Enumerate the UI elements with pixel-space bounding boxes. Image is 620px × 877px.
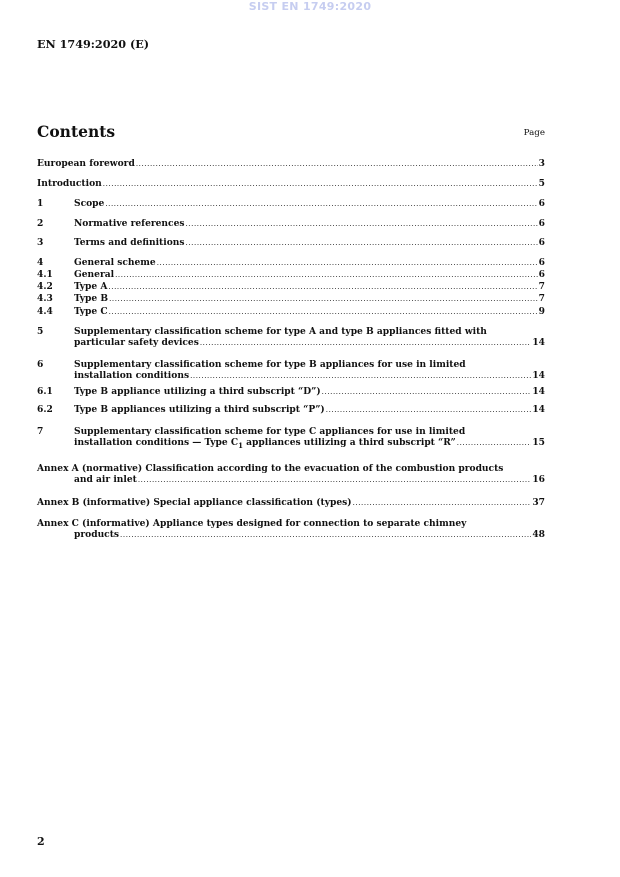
toc-entry-normative-references[interactable] — [37, 218, 545, 230]
toc-entry-section-6[interactable] — [37, 359, 545, 382]
toc-entry-title: Normative references — [74, 218, 185, 229]
toc-entry-type-b[interactable] — [37, 293, 545, 305]
toc-entry-annex-c[interactable] — [37, 518, 545, 541]
toc-entry-section-6-1[interactable] — [37, 386, 545, 398]
toc-entry-title-line2 — [74, 437, 456, 451]
document-id: EN 1749:2020 (E) — [37, 37, 150, 51]
toc-entry-page: 37 — [532, 497, 545, 508]
toc-entry-number: 5 — [37, 326, 44, 337]
toc-entry-section-7[interactable] — [37, 426, 545, 451]
toc-entry-page: 7 — [538, 281, 545, 292]
toc-entry-type-a[interactable] — [37, 281, 545, 293]
toc-entry-type-c[interactable] — [37, 306, 545, 318]
page-number: 2 — [37, 835, 45, 848]
toc-entry-number: 4.4 — [37, 306, 53, 317]
toc-entry-page: 14 — [532, 337, 545, 348]
toc-entry-annex-a[interactable] — [37, 463, 545, 486]
toc-entry-number: 6.2 — [37, 404, 53, 415]
toc-entry-title: General scheme — [74, 257, 156, 268]
toc-entry-european-foreword[interactable] — [37, 158, 545, 170]
toc-entry-title-line1: Annex A (normative) Classification according to the evacuation of the combustion products — [37, 463, 504, 474]
toc-entry-number: 4.3 — [37, 293, 53, 304]
toc-entry-page: 9 — [538, 306, 545, 317]
toc-entry-title: General — [74, 269, 115, 280]
contents-title: Contents — [37, 122, 116, 141]
toc-entry-title-part: installation conditions — Type C — [74, 437, 239, 448]
toc-entry-title-line2: particular safety devices — [74, 337, 199, 348]
toc-entry-page: 6 — [538, 237, 545, 248]
toc-entry-number: 4.1 — [37, 269, 53, 280]
toc-entry-title-line2: and air inlet — [74, 474, 137, 485]
toc-entry-section-5[interactable] — [37, 326, 545, 349]
toc-entry-page: 6 — [538, 198, 545, 209]
page-column-header: Page — [523, 128, 545, 138]
toc-entry-scope[interactable] — [37, 198, 545, 210]
toc-entry-title: Type B — [74, 293, 109, 304]
toc-entry-title: Type B appliances utilizing a third subscript “P”) — [74, 404, 325, 415]
toc-entry-annex-b[interactable] — [37, 497, 545, 509]
toc-entry-title-line2: installation conditions — [74, 370, 190, 381]
toc-entry-title: Type A — [74, 281, 108, 292]
toc-entry-number: 3 — [37, 237, 44, 248]
toc-entry-page: 14 — [532, 386, 545, 397]
toc-entry-number: 7 — [37, 426, 44, 437]
toc-entry-page: 15 — [532, 437, 545, 448]
toc-entry-general[interactable] — [37, 269, 545, 281]
toc-entry-page: 16 — [532, 474, 545, 485]
toc-entry-page: 48 — [532, 529, 545, 540]
toc-entry-title-line1: Annex C (informative) Appliance types designed for connection to separate chimney — [37, 518, 467, 529]
toc-entry-page: 6 — [538, 218, 545, 229]
toc-entry-title-part: appliances utilizing a third subscript “R” — [242, 437, 456, 448]
toc-entry-number: 2 — [37, 218, 44, 229]
toc-entry-number: 6.1 — [37, 386, 53, 397]
toc-entry-title: Annex B (informative) Special appliance classification (types) — [37, 497, 352, 508]
toc-entry-number: 6 — [37, 359, 44, 370]
toc-entry-page: 7 — [538, 293, 545, 304]
toc-entry-number: 4.2 — [37, 281, 53, 292]
toc-entry-title-line2: products — [74, 529, 120, 540]
toc-entry-section-6-2[interactable] — [37, 404, 545, 416]
toc-entry-title-line1: Supplementary classification scheme for type C appliances for use in limited — [74, 426, 466, 437]
toc-entry-title-line1: Supplementary classification scheme for type A and type B appliances fitted with — [74, 326, 487, 337]
toc-entry-title: Type B appliance utilizing a third subscript “D”) — [74, 386, 321, 397]
toc-entry-title: Terms and definitions — [74, 237, 185, 248]
toc-entry-page: 3 — [538, 158, 545, 169]
toc-entry-introduction[interactable] — [37, 178, 545, 190]
toc-entry-page: 5 — [538, 178, 545, 189]
toc-entry-number: 4 — [37, 257, 44, 268]
toc-entry-title: Scope — [74, 198, 105, 209]
toc-entry-title-line1: Supplementary classification scheme for type B appliances for use in limited — [74, 359, 466, 370]
toc-entry-number: 1 — [37, 198, 44, 209]
toc-entry-general-scheme[interactable] — [37, 257, 545, 269]
toc-entry-subscript: 1 — [238, 440, 243, 450]
toc-entry-page: 6 — [538, 257, 545, 268]
toc-entry-terms-definitions[interactable] — [37, 237, 545, 249]
toc-entry-page: 14 — [532, 370, 545, 381]
toc-entry-page: 14 — [532, 404, 545, 415]
toc-entry-title: European foreword — [37, 158, 135, 169]
toc-entry-title: Type C — [74, 306, 108, 317]
toc-entry-title: Introduction — [37, 178, 102, 189]
toc-entry-page: 6 — [538, 269, 545, 280]
watermark: SIST EN 1749:2020 — [248, 0, 372, 13]
